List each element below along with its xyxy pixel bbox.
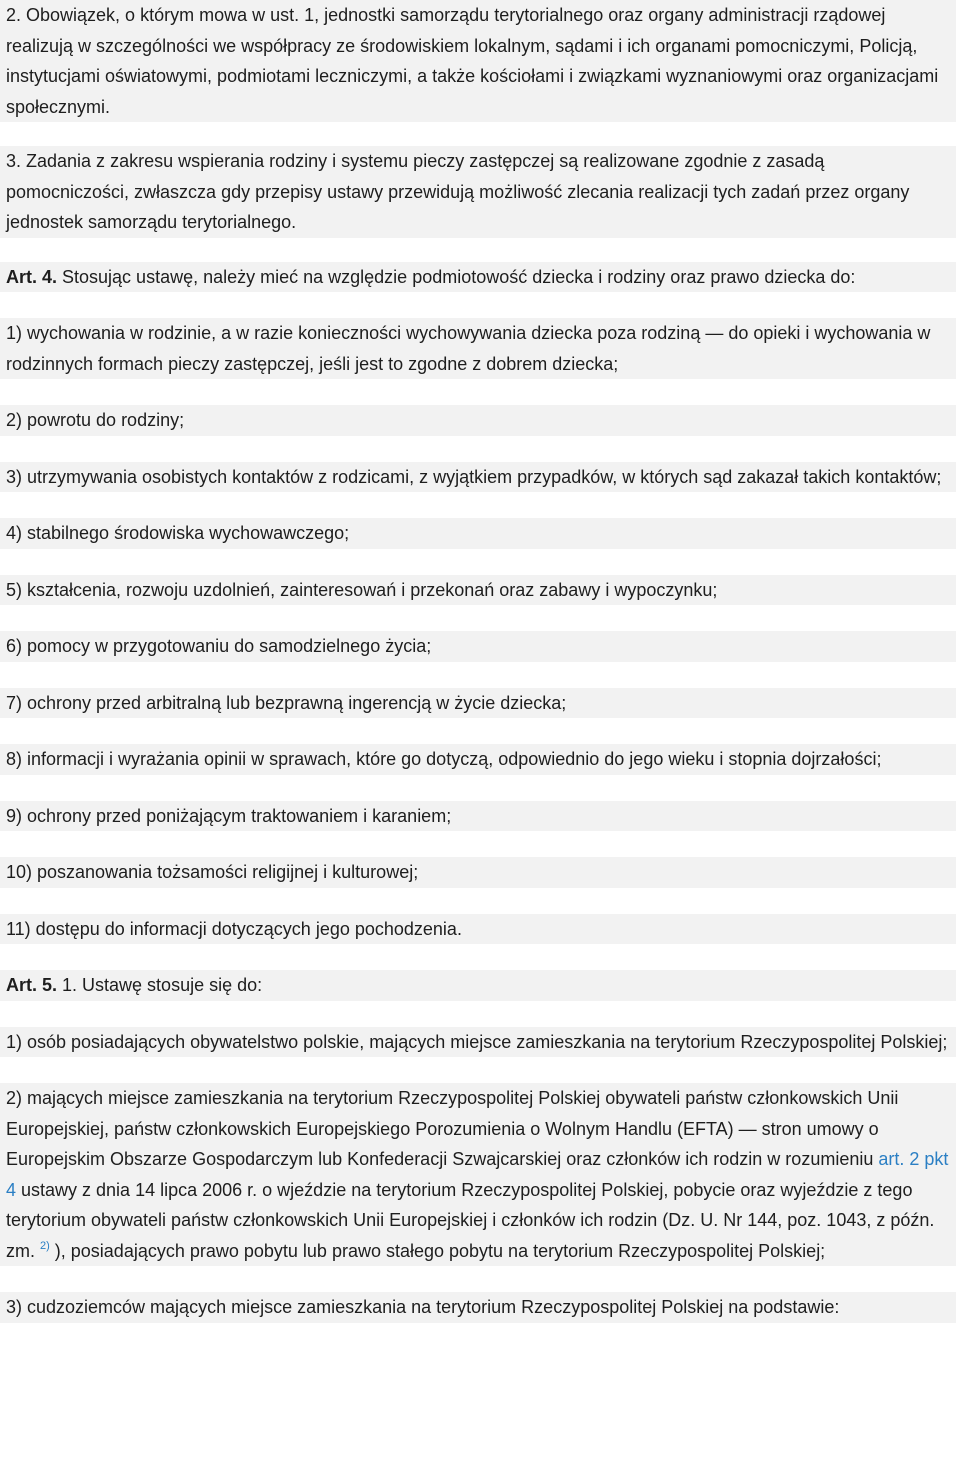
paragraph-2: 2. Obowiązek, o którym mowa w ust. 1, jednostki samorządu terytorialnego oraz organy administracji rządowej realizują w szczególności we współpracy ze środowiskiem lokalnym, sądami i ich organami pomocniczymi, Policją, instytucjami oświatowymi, podmiotami leczniczymi, a także kościołami i związkami wyznaniowymi oraz organizacjami społecznymi.: [0, 0, 956, 122]
article-4-item-9: 9) ochrony przed poniżającym traktowaniem i karaniem;: [0, 801, 956, 832]
article-4-intro: [0, 262, 956, 293]
paragraph-3: 3. Zadania z zakresu wspierania rodziny i systemu pieczy zastępczej są realizowane zgodnie z zasadą pomocniczości, zwłaszcza gdy przepisy ustawy przewidują możliwość zlecania realizacji tych zadań przez organy jednostek samorządu terytorialnego.: [0, 146, 956, 238]
article-4-item-11: 11) dostępu do informacji dotyczących jego pochodzenia.: [0, 914, 956, 945]
article-5-item-1: 1) osób posiadających obywatelstwo polskie, mających miejsce zamieszkania na terytorium Rzeczypospolitej Polskiej;: [0, 1027, 956, 1058]
article-4-item-7: 7) ochrony przed arbitralną lub bezprawną ingerencją w życie dziecka;: [0, 688, 956, 719]
article-5-intro: [0, 970, 956, 1001]
article-4-item-3: 3) utrzymywania osobistych kontaktów z rodzicami, z wyjątkiem przypadków, w których sąd zakazał takich kontaktów;: [0, 462, 956, 493]
article-4-item-4: 4) stabilnego środowiska wychowawczego;: [0, 518, 956, 549]
article-4-item-2: 2) powrotu do rodziny;: [0, 405, 956, 436]
article-4-item-10: 10) poszanowania tożsamości religijnej i kulturowej;: [0, 857, 956, 888]
article-5-text: 1. Ustawę stosuje się do:: [57, 975, 263, 995]
article-4-text: Stosując ustawę, należy mieć na względzie podmiotowość dziecka i rodziny oraz prawo dziecka do:: [57, 266, 856, 287]
article-4-label: Art. 4.: [6, 266, 58, 287]
article-5-item-2-text-b: ustawy z dnia 14 lipca 2006 r. o wjeździe na terytorium Rzeczypospolitej Polskiej, pobycie oraz wyjeździe z tego terytorium obywateli państw członkowskich Unii Europejskiej i członków ich rodzin (Dz. U. Nr 144, poz. 1043, z późn. zm.: [6, 1179, 935, 1261]
article-5-item-2-text-a: 2) mających miejsce zamieszkania na terytorium Rzeczypospolitej Polskiej obywateli państw członkowskich Unii Europejskiej, państw członkowskich Europejskiego Porozumienia o Wolnym Handlu (EFTA) — stron umowy o Europejskim Obszarze Gospodarczym lub Konfederacji Szwajcarskiej oraz członków ich rodzin w rozumieniu: [6, 1088, 899, 1169]
article-5-label: Art. 5.: [6, 975, 58, 995]
article-4-item-1: 1) wychowania w rodzinie, a w razie konieczności wychowywania dziecka poza rodziną — do opieki i wychowania w rodzinnych formach pieczy zastępczej, jeśli jest to zgodne z dobrem dziecka;: [0, 318, 956, 379]
footnote-reference-link[interactable]: 2): [40, 1239, 50, 1252]
article-5-item-2-text-c: ), posiadających prawo pobytu lub prawo stałego pobytu na terytorium Rzeczypospolitej Polskiej;: [49, 1240, 826, 1261]
article-4-item-6: 6) pomocy w przygotowaniu do samodzielnego życia;: [0, 631, 956, 662]
article-5-item-3: 3) cudzoziemców mających miejsce zamieszkania na terytorium Rzeczypospolitej Polskiej na podstawie:: [0, 1292, 956, 1323]
article-5-item-2: [0, 1083, 956, 1266]
article-4-item-5: 5) kształcenia, rozwoju uzdolnień, zainteresowań i przekonań oraz zabawy i wypoczynku;: [0, 575, 956, 606]
article-4-item-8: 8) informacji i wyrażania opinii w sprawach, które go dotyczą, odpowiednio do jego wieku i stopnia dojrzałości;: [0, 744, 956, 775]
article-reference-link[interactable]: art. 2 pkt 4: [6, 1149, 949, 1200]
